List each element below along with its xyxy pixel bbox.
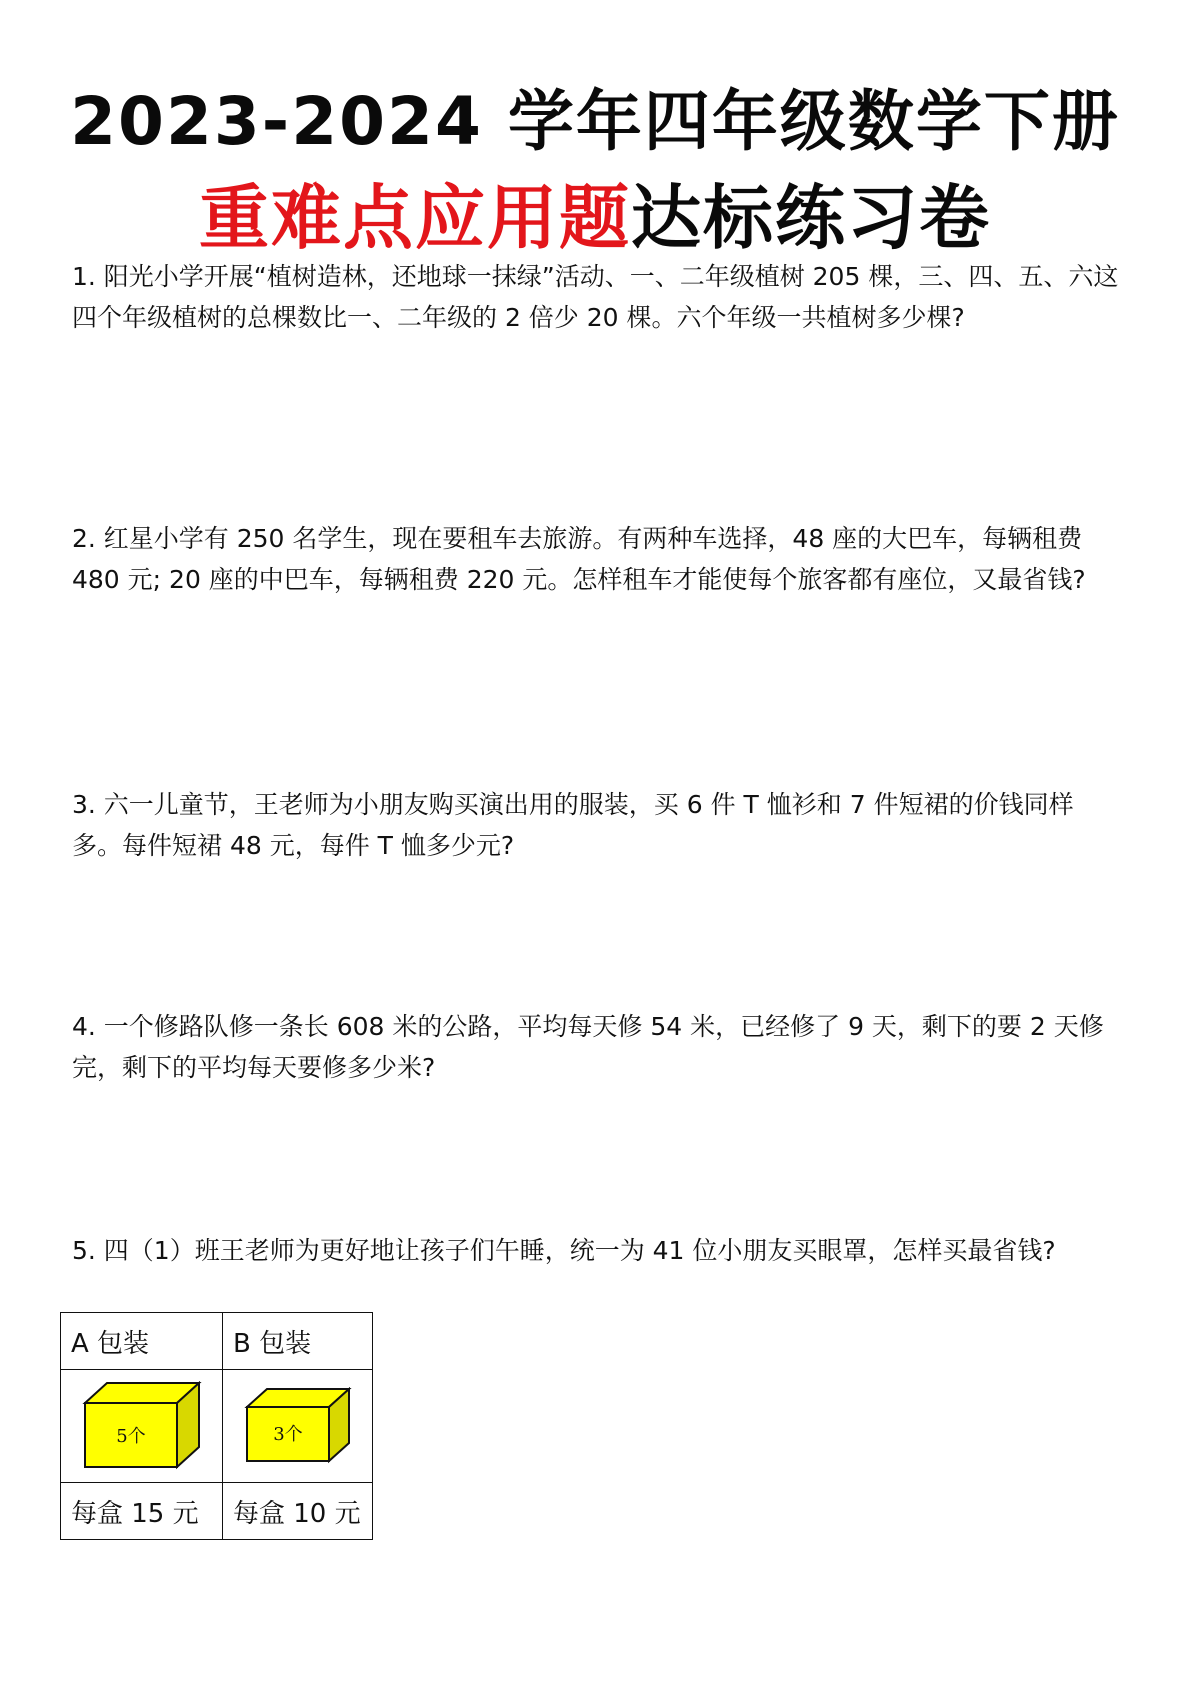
package-b-label: B 包装 <box>223 1313 373 1370</box>
page-title: 2023-2024 学年四年级数学下册 <box>70 83 1120 160</box>
package-a-price: 每盒 15 元 <box>61 1483 223 1540</box>
box-a-count: 5个 <box>115 1426 146 1447</box>
question-5: 5. 四（1）班王老师为更好地让孩子们午睡，统一为 41 位小朋友买眼罩，怎样买最省钱? <box>72 1236 1056 1265</box>
package-table <box>60 1312 373 1540</box>
package-header-row <box>61 1313 373 1370</box>
package-price-row <box>61 1483 373 1540</box>
box-b-count: 3个 <box>272 1424 303 1445</box>
package-a-label: A 包装 <box>61 1313 223 1370</box>
subtitle-highlight: 重难点应用题 <box>199 177 631 259</box>
box-a-icon <box>81 1381 203 1471</box>
page-subtitle <box>0 162 1190 263</box>
subtitle-rest: 达标练习卷 <box>631 177 991 259</box>
package-b-price: 每盒 10 元 <box>223 1483 373 1540</box>
box-b-icon <box>243 1387 353 1465</box>
question-1: 1. 阳光小学开展“植树造林，还地球一抹绿”活动、一、二年级植树 205 棵，三、四、五、六这四个年级植树的总棵数比一、二年级的 2 倍少 20 棵。六个年级一共植树多少棵? <box>72 262 1119 332</box>
question-3: 3. 六一儿童节，王老师为小朋友购买演出用的服装，买 6 件 T 恤衫和 7 件短裙的价钱同样多。每件短裙 48 元，每件 T 恤多少元? <box>72 790 1074 860</box>
package-image-row <box>61 1370 373 1483</box>
question-2: 2. 红星小学有 250 名学生，现在要租车去旅游。有两种车选择，48 座的大巴车，每辆租费 480 元; 20 座的中巴车，每辆租费 220 元。怎样租车才能使每个旅客都有座位，又最省钱? <box>72 524 1086 594</box>
question-4: 4. 一个修路队修一条长 608 米的公路，平均每天修 54 米，已经修了 9 天，剩下的要 2 天修完，剩下的平均每天要修多少米? <box>72 1012 1104 1082</box>
